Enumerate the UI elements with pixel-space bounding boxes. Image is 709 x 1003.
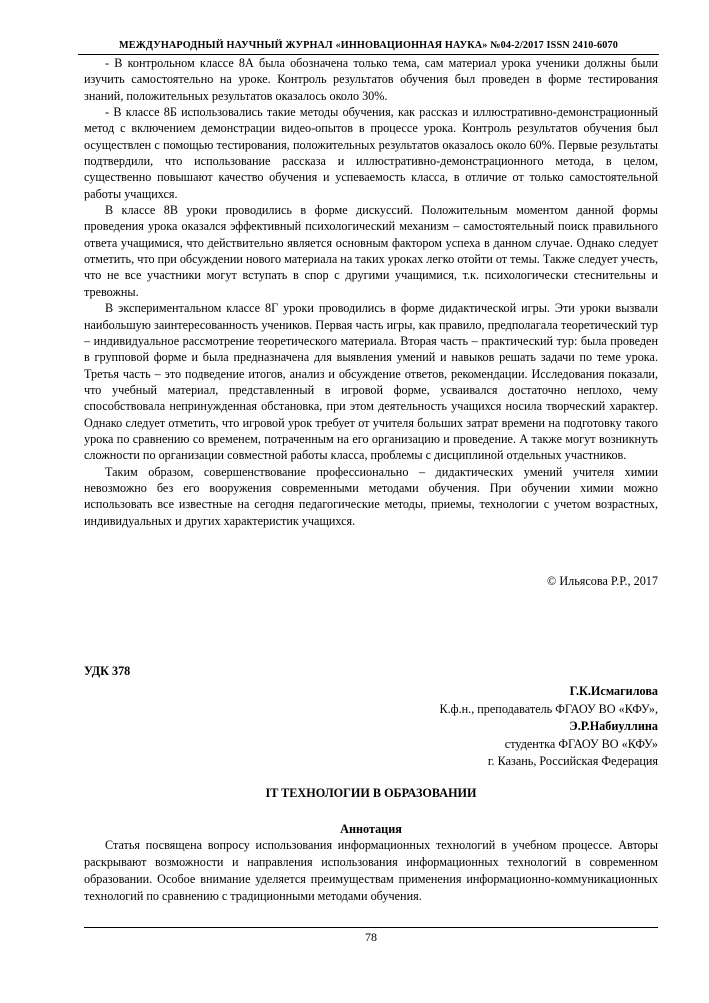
author-block (258, 683, 658, 771)
author-position: студентка ФГАОУ ВО «КФУ» (504, 736, 658, 751)
page-number: 78 (365, 930, 377, 944)
footer-rule (84, 927, 658, 928)
author-position: К.ф.н., преподаватель ФГАОУ ВО «КФУ», (439, 701, 658, 716)
body-paragraph: - В классе 8Б использовались такие методы обучения, как рассказ и иллюстративно-демонстрационный метод с включением демонстрации видео-опытов в процессе урока. Контроль результатов обучения был осуществлен с помощью тестирования, положительных результатов оказалось около 60%. Первые результаты подтвердили, что использование рассказа и иллюстративно-демонстрационного метода, в целом, существенно повышают качество обучения и успеваемость класса, в отличие от только самостоятельной работы учащихся. (84, 105, 658, 201)
article-title: IT ТЕХНОЛОГИИ В ОБРАЗОВАНИИ (265, 786, 477, 800)
body-paragraph: - В контрольном классе 8А была обозначена только тема, сам материал урока ученики должны были изучить самостоятельно на уроке. Контроль результатов обучения был проведен в форме тестирования знаний, положительных результатов оказалось около 30%. (84, 56, 658, 103)
copyright-notice: © Ильясова Р.Р., 2017 (547, 574, 658, 588)
abstract-text: Статья посвящена вопросу использования информационных технологий в учебном процессе. Авторы раскрывают возможности и направления использования информационных технологий в современном образовании. Особое внимание уделяется преимуществам применения информационно-коммуникационных технологий по сравнению с традиционными методами обучения. (84, 838, 658, 903)
journal-header: МЕЖДУНАРОДНЫЙ НАУЧНЫЙ ЖУРНАЛ «ИННОВАЦИОННАЯ НАУКА» №04-2/2017 ISSN 2410-6070 (119, 40, 618, 51)
body-paragraph: В классе 8В уроки проводились в форме дискуссий. Положительным моментом данной формы проведения урока оказался эффективный психологический механизм – самостоятельный поиск правильного ответа учащимися, что действительно является основным фактором успеха в данном случае. Однако следует отметить, что при обсуждении нового материала на таких уроках легко отойти от темы. Также следует учесть, что не все участники могут вступать в спор с другими учащимися, т.к. психологически стеснительны и тревожны. (84, 203, 659, 299)
body-paragraph: В экспериментальном классе 8Г уроки проводились в форме дидактической игры. Эти уроки вызвали наибольшую заинтересованность учеников. Первая часть игры, как правило, предполагала теоретический тур – индивидуальное рассмотрение теоретического материала. Вторая часть – практический тур: была проведен в групповой форме и была предназначена для выявления умений и навыков решать задачи по теме урока. Третья часть – это подведение итогов, анализ и обсуждение ответов, рекомендации. Исследования показали, что учебный материал, представленный в игровой форме, усваивался достаточно неплохо, чему способствовала непринужденная обстановка, при этом деятельность учащихся носила творческий характер. Однако следует отметить, что игровой урок требует от учителя больших затрат времени на подготовку такого урока по сравнению со временем, потраченным на его организацию и проведение. А также могут возникнуть сложности по организации совместной работы класса, проблемы с дисциплиной отдельных участников. (84, 301, 658, 463)
article-body (84, 55, 658, 529)
author-name: Э.Р.Набиуллина (569, 719, 658, 734)
udk-code: УДК 378 (84, 664, 131, 678)
author-name: Г.К.Исмагилова (569, 684, 658, 698)
author-city: г. Казань, Российская Федерация (487, 754, 658, 769)
abstract-heading: Аннотация (340, 822, 402, 836)
body-paragraph: Таким образом, совершенствование профессионально – дидактических умений учителя химии невозможно без его вооружения современными методами обучения. При обучении химии можно использовать все известные на сегодня педагогические методы, приемы, технологии с учетом возрастных, индивидуальных и других характеристик учащихся. (84, 464, 658, 528)
